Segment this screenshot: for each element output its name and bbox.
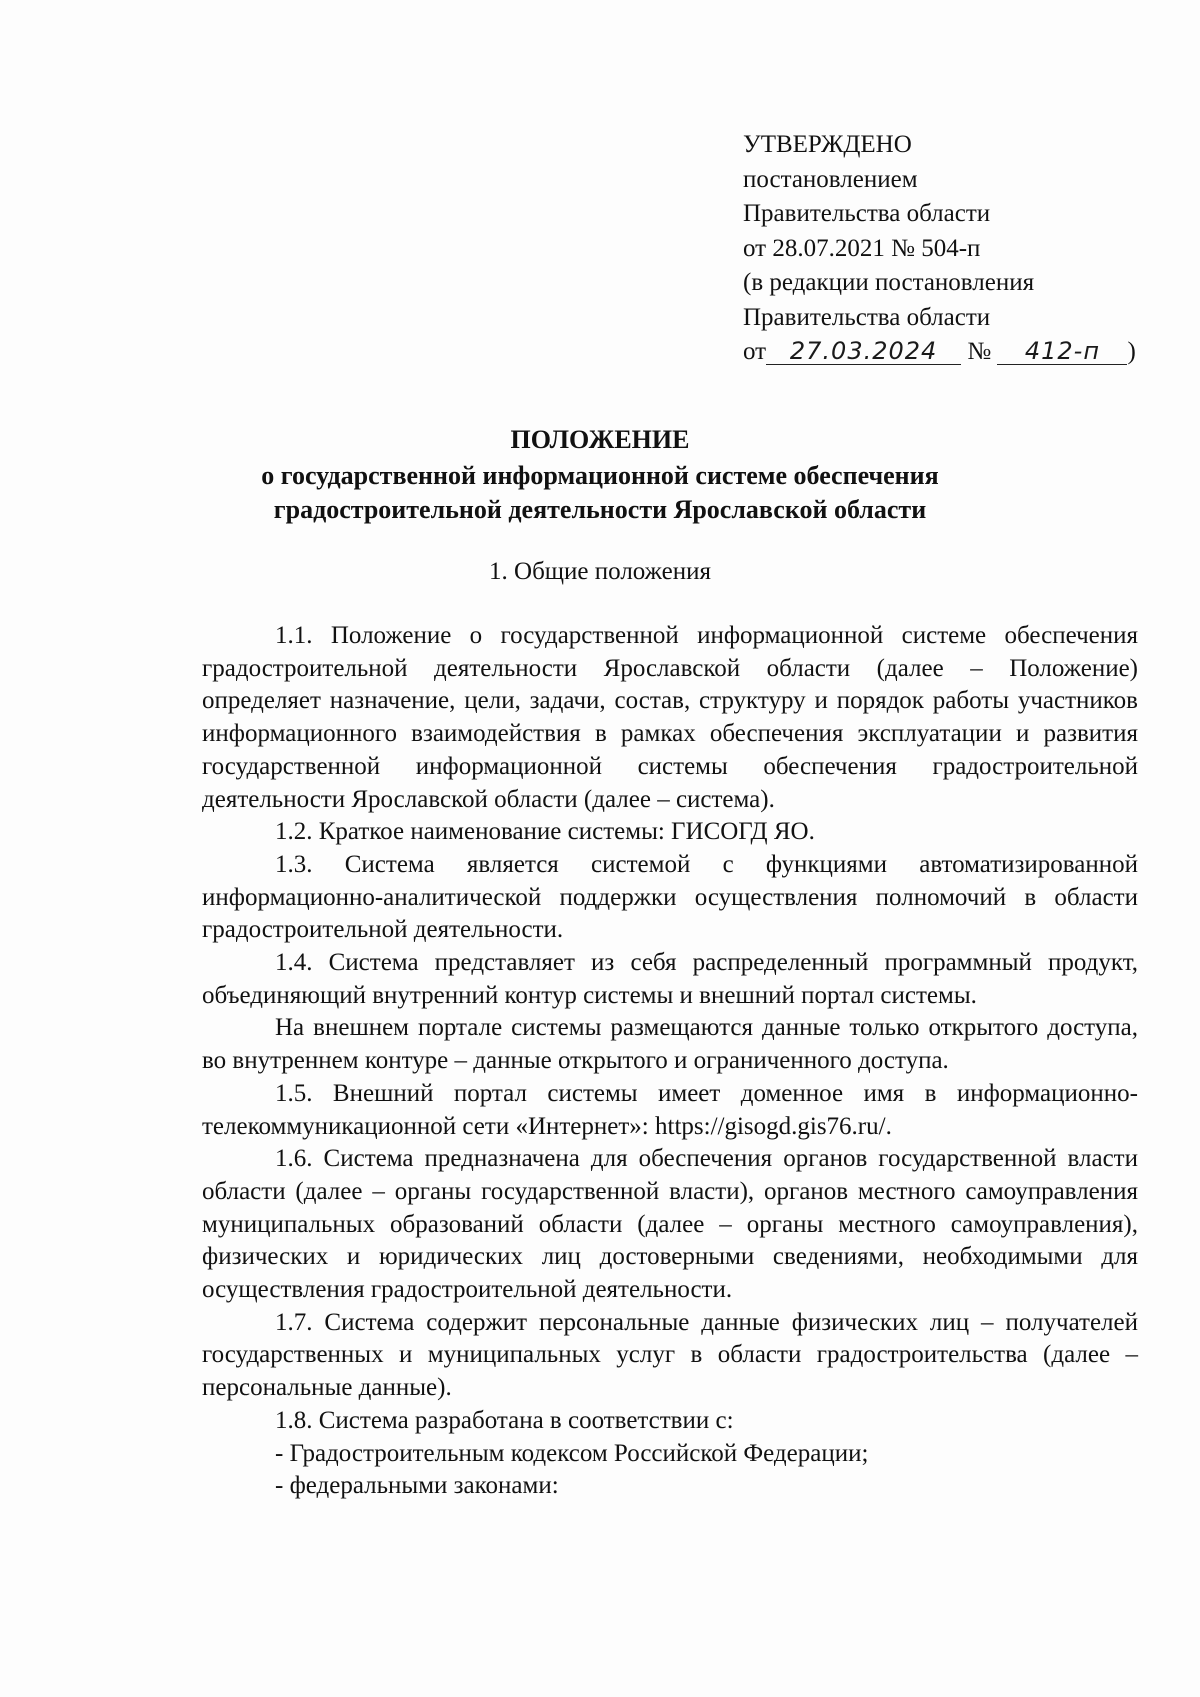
paragraph: На внешнем портале системы размещаются данные только открытого доступа, во внутреннем контуре – данные открытого и ограниченного доступа. (202, 1014, 1138, 1075)
approval-line: (в редакции постановления (743, 269, 1035, 296)
list-item: - федеральными законами: (275, 1472, 559, 1500)
number-sign: № (967, 338, 992, 365)
paragraph: 1.2. Краткое наименование системы: ГИСОГД ЯО. (275, 818, 815, 846)
approval-line: постановлением (743, 165, 918, 193)
approval-line: от 28.07.2021 № 504-п (743, 234, 981, 262)
paragraph: 1.1. Положение о государственной информационной системе обеспечения градостроительной деятельности Ярославской области (далее – Положение) определяет назначение, цели, задачи, состав, структуру и порядок работы участников информационного взаимодействия в рамках обеспечения эксплуатации и развития государственной информационной системы обеспечения градостроительной деятельности Ярославской области (далее – система). (202, 622, 1138, 813)
paragraph: 1.3. Система является системой с функциями автоматизированной информационно-аналитической поддержки осуществления полномочий в области градостроительной деятельности. (202, 850, 1138, 944)
date-prefix: от (743, 338, 767, 365)
list-item: - Градостроительным кодексом Российской Федерации; (275, 1439, 869, 1467)
amendment-date-line (743, 335, 1136, 370)
paragraph: 1.7. Система содержит персональные данные физических лиц – получателей государственных и муниципальных услуг в области градостроительства (далее – персональные данные). (202, 1308, 1138, 1402)
approval-line: Правительства области (743, 200, 991, 227)
document-title: ПОЛОЖЕНИЕ (510, 425, 690, 454)
handwritten-number: 412-п (997, 338, 1127, 365)
section-heading: 1. Общие положения (489, 558, 711, 585)
paragraph: 1.8. Система разработана в соответствии с: (275, 1406, 734, 1434)
paragraph: 1.5. Внешний портал системы имеет доменное имя в информационно-телекоммуникационной сети «Интернет»: https://gisogd.gis76.ru/. (202, 1079, 1138, 1140)
approval-line: Правительства области (743, 303, 991, 331)
document-body (202, 620, 1138, 1503)
approval-heading: УТВЕРЖДЕНО (743, 131, 912, 158)
document-subtitle: градостроительной деятельности Ярославской области (273, 495, 927, 524)
document-subtitle: о государственной информационной системе обеспечения (261, 461, 939, 490)
paragraph: 1.6. Система предназначена для обеспечения органов государственной власти области (далее – органы государственной власти), органов местного самоуправления муниципальных образований области (далее – органы местного самоуправления), физических и юридических лиц достоверными сведениями, необходимыми для осуществления градостроительной деятельности. (202, 1145, 1138, 1304)
approval-stamp-block (743, 128, 1136, 370)
closing-paren: ) (1127, 338, 1136, 365)
handwritten-date: 27.03.2024 (766, 338, 961, 365)
paragraph: 1.4. Система представляет из себя распределенный программный продукт, объединяющий внутренний контур системы и внешний портал системы. (202, 949, 1138, 1009)
